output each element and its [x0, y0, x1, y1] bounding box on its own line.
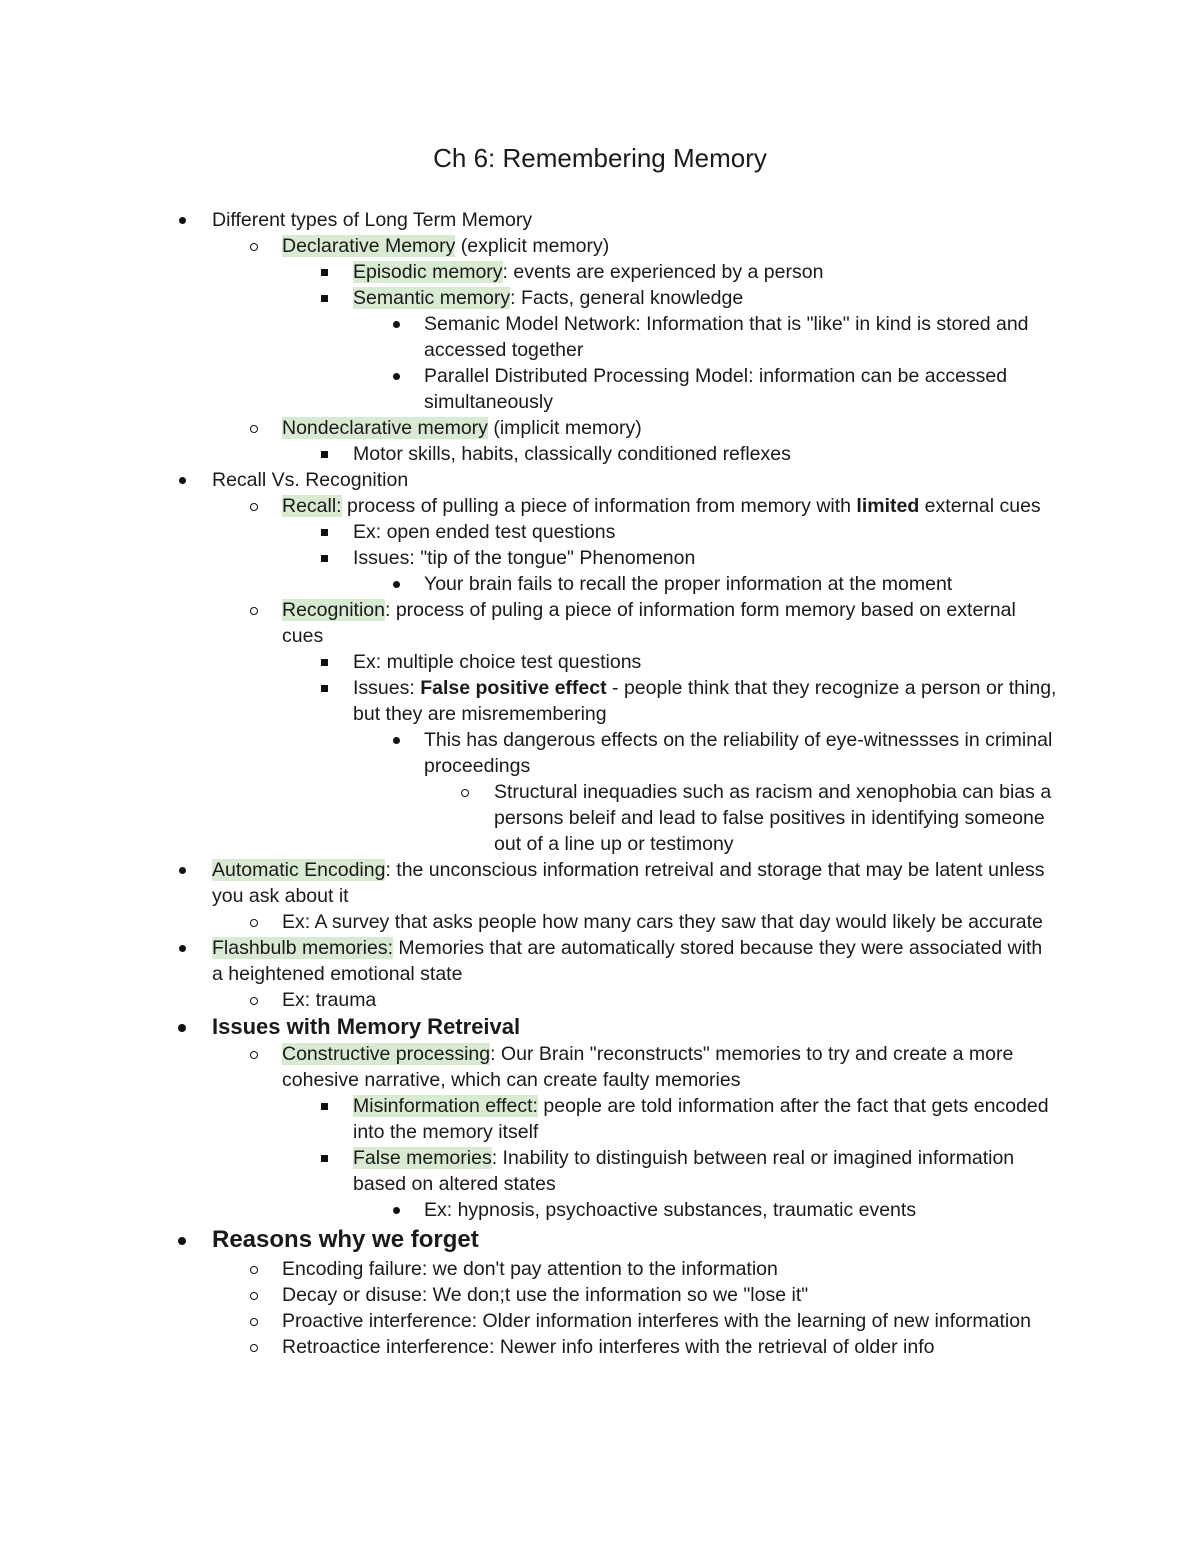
list-item-text [424, 363, 1058, 415]
list-item [0, 493, 1058, 519]
dot-bullet-icon [386, 727, 406, 753]
ring-bullet-icon [244, 493, 264, 519]
text-segment: process of pulling a piece of information from memory with [341, 495, 857, 517]
text-segment: : Our Brain "reconstructs" memories to try and create a more cohesive narrative, which can create faulty memories [282, 1043, 1014, 1091]
text-segment: Structural inequadies such as racism and xenophobia can bias a persons beleif and lead to false positives in identifying someone out of a line up or testimony [494, 781, 1052, 855]
list-item-text [282, 909, 1058, 935]
list-item-text [212, 857, 1058, 909]
highlighted-term: Recall: [282, 495, 342, 517]
text-segment: Retroactice interference: Newer info interferes with the retrieval of older info [282, 1336, 935, 1358]
list-item-text [353, 1145, 1058, 1197]
text-segment: - people think that they recognize a person or thing, but they are misremembering [353, 677, 1057, 725]
text-segment: Issues: "tip of the tongue" Phenomenon [353, 547, 696, 569]
text-segment: Semanic Model Network: Information that is "like" in kind is stored and accessed together [424, 313, 1029, 361]
list-item [0, 649, 1058, 675]
square-bullet-icon [314, 285, 334, 311]
highlighted-term: Semantic memory [353, 287, 511, 309]
ring-bullet-icon [244, 415, 264, 441]
list-item-text [353, 545, 1058, 571]
ring-bullet-icon [244, 1334, 264, 1360]
list-item-text [424, 1197, 1058, 1223]
list-item-text [212, 467, 1058, 493]
list-item-text [212, 1223, 1058, 1256]
list-item [0, 1041, 1058, 1093]
text-segment: (explicit memory) [455, 235, 610, 257]
list-item-text [424, 311, 1058, 363]
list-item-text [212, 935, 1058, 987]
ring-bullet-icon [244, 233, 264, 259]
list-item [0, 545, 1058, 571]
text-segment: Ex: multiple choice test questions [353, 651, 642, 673]
text-segment: Ex: A survey that asks people how many cars they saw that day would likely be accurate [282, 911, 1043, 933]
ring-bullet-icon [244, 987, 264, 1013]
bold-text: limited [856, 495, 920, 517]
list-item-text [353, 675, 1058, 727]
list-item-text [353, 649, 1058, 675]
highlighted-term: Nondeclarative memory [282, 417, 488, 439]
list-item [0, 1256, 1058, 1282]
dot-bullet-icon [386, 363, 406, 389]
text-segment: : events are experienced by a person [502, 261, 824, 283]
list-item-text [212, 207, 1058, 233]
list-item-text [282, 1282, 1058, 1308]
text-segment: This has dangerous effects on the reliability of eye-witnessses in criminal proceedings [424, 729, 1053, 777]
list-item-text [494, 779, 1058, 857]
highlighted-term: Declarative Memory [282, 235, 456, 257]
list-item [0, 1334, 1058, 1360]
ring-bullet-icon [244, 909, 264, 935]
text-segment: external cues [919, 495, 1041, 517]
dot-bullet-icon [386, 571, 406, 597]
list-item-text [212, 1013, 1058, 1041]
list-item-text [282, 233, 1058, 259]
square-bullet-icon [314, 675, 334, 701]
document-title: Ch 6: Remembering Memory [433, 143, 767, 173]
text-segment: Recall Vs. Recognition [212, 469, 409, 491]
list-item [0, 909, 1058, 935]
list-item [0, 1308, 1058, 1334]
square-bullet-icon [314, 649, 334, 675]
list-item [0, 987, 1058, 1013]
ring-bullet-icon [244, 1041, 264, 1067]
list-item-text [282, 597, 1058, 649]
list-item [0, 467, 1058, 493]
list-item [0, 779, 1058, 857]
list-item [0, 519, 1058, 545]
list-item-text [353, 1093, 1058, 1145]
list-item [0, 259, 1058, 285]
section-heading [0, 1013, 1058, 1041]
list-item-text [353, 285, 1058, 311]
list-item [0, 727, 1058, 779]
list-item [0, 363, 1058, 415]
highlighted-term: Misinformation effect: [353, 1095, 538, 1117]
square-bullet-icon [314, 1093, 334, 1119]
text-segment: : process of puling a piece of information form memory based on external cues [282, 599, 1016, 647]
list-item [0, 441, 1058, 467]
square-bullet-icon [314, 519, 334, 545]
square-bullet-icon [314, 545, 334, 571]
list-item [0, 935, 1058, 987]
list-item-text [353, 441, 1058, 467]
list-item [0, 1093, 1058, 1145]
list-item [0, 311, 1058, 363]
bold-text: False positive effect [420, 677, 607, 699]
text-segment: Proactive interference: Older information interferes with the learning of new information [282, 1310, 1031, 1332]
text-segment: Memories that are automatically stored because they were associated with a heightened emotional state [212, 937, 1043, 985]
text-segment: Decay or disuse: We don;t use the information so we "lose it" [282, 1284, 809, 1306]
list-item-text [282, 493, 1058, 519]
list-item [0, 415, 1058, 441]
dot-bullet-icon [172, 467, 192, 493]
dot-bullet-icon [172, 1223, 192, 1256]
list-item [0, 857, 1058, 909]
list-item [0, 571, 1058, 597]
highlighted-term: Episodic memory [353, 261, 503, 283]
list-item-text [282, 415, 1058, 441]
text-segment: Motor skills, habits, classically conditioned reflexes [353, 443, 791, 465]
notes-outline [0, 207, 1200, 1360]
text-segment: Issues with Memory Retreival [212, 1014, 521, 1039]
ring-bullet-icon [244, 597, 264, 623]
list-item [0, 675, 1058, 727]
list-item-text [282, 1041, 1058, 1093]
highlighted-term: Automatic Encoding [212, 859, 386, 881]
text-segment: : Inability to distinguish between real or imagined information based on altered states [353, 1147, 1015, 1195]
text-segment: : the unconscious information retreival and storage that may be latent unless you ask about it [212, 859, 1045, 907]
ring-bullet-icon [455, 779, 475, 805]
highlighted-term: Constructive processing [282, 1043, 491, 1065]
list-item-text [282, 987, 1058, 1013]
list-item [0, 1197, 1058, 1223]
text-segment: Ex: trauma [282, 989, 377, 1011]
list-item-text [282, 1256, 1058, 1282]
text-segment: Ex: hypnosis, psychoactive substances, traumatic events [424, 1199, 917, 1221]
list-item-text [282, 1308, 1058, 1334]
dot-bullet-icon [386, 1197, 406, 1223]
list-item-text [353, 519, 1058, 545]
ring-bullet-icon [244, 1308, 264, 1334]
section-heading [0, 1223, 1058, 1256]
text-segment: Different types of Long Term Memory [212, 209, 533, 231]
text-segment: Issues: [353, 677, 421, 699]
list-item [0, 285, 1058, 311]
text-segment: (implicit memory) [487, 417, 642, 439]
list-item [0, 1145, 1058, 1197]
list-item [0, 233, 1058, 259]
list-item-text [424, 571, 1058, 597]
ring-bullet-icon [244, 1256, 264, 1282]
list-item-text [282, 1334, 1058, 1360]
dot-bullet-icon [386, 311, 406, 337]
highlighted-term: False memories [353, 1147, 492, 1169]
text-segment: Ex: open ended test questions [353, 521, 616, 543]
ring-bullet-icon [244, 1282, 264, 1308]
text-segment: Encoding failure: we don't pay attention to the information [282, 1258, 778, 1280]
square-bullet-icon [314, 1145, 334, 1171]
list-item [0, 1282, 1058, 1308]
highlighted-term: Flashbulb memories: [212, 937, 393, 959]
list-item-text [353, 259, 1058, 285]
square-bullet-icon [314, 259, 334, 285]
text-segment: Your brain fails to recall the proper information at the moment [424, 573, 953, 595]
text-segment: people are told information after the fact that gets encoded into the memory itself [353, 1095, 1049, 1143]
dot-bullet-icon [172, 857, 192, 883]
text-segment: Parallel Distributed Processing Model: information can be accessed simultaneously [424, 365, 1008, 413]
dot-bullet-icon [172, 1013, 192, 1041]
text-segment: : Facts, general knowledge [510, 287, 744, 309]
dot-bullet-icon [172, 207, 192, 233]
list-item-text [424, 727, 1058, 779]
text-segment: Reasons why we forget [212, 1226, 479, 1253]
list-item [0, 597, 1058, 649]
highlighted-term: Recognition [282, 599, 385, 621]
dot-bullet-icon [172, 935, 192, 961]
list-item [0, 207, 1058, 233]
square-bullet-icon [314, 441, 334, 467]
